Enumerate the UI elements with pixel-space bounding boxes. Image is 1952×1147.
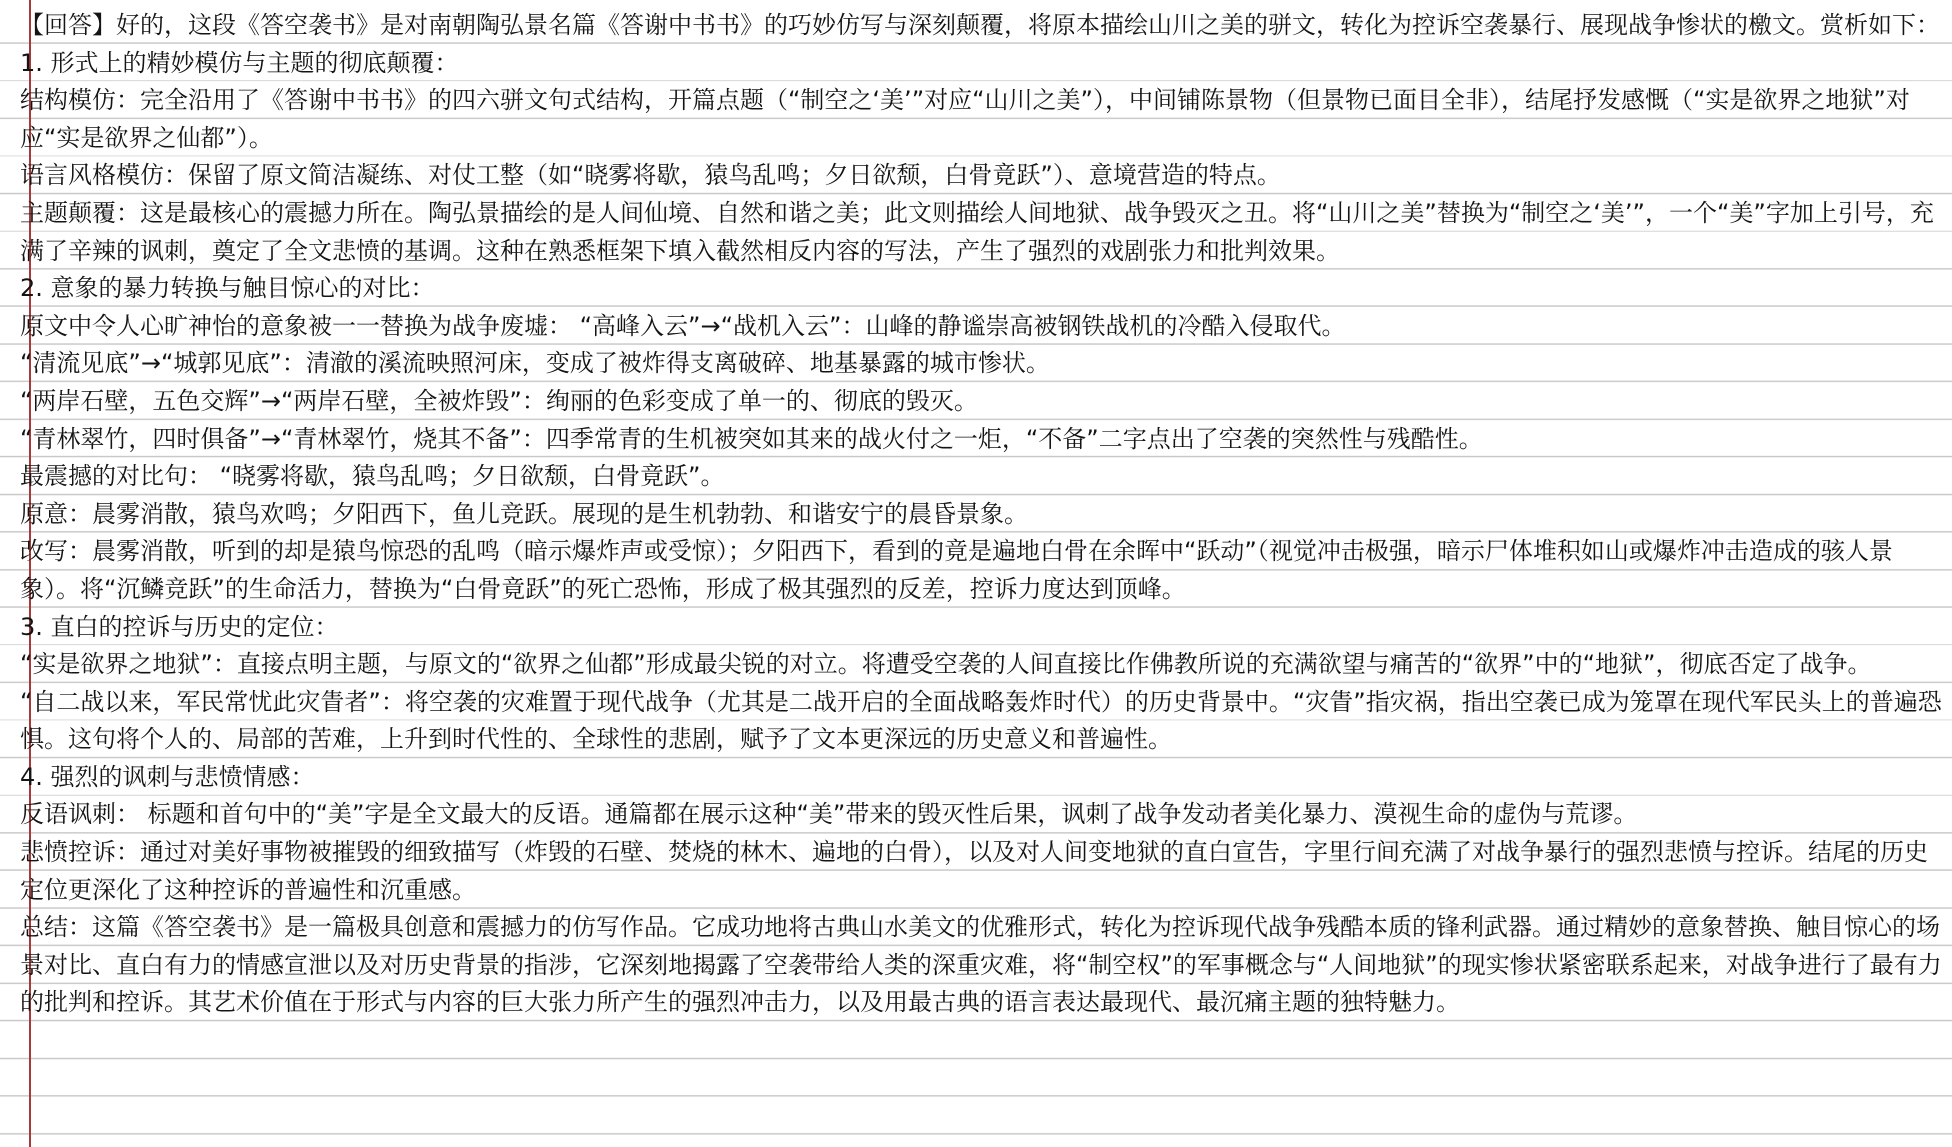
paragraph-imagery-stream: “清流见底”→“城郭见底”：清澈的溪流映照河床，变成了被炸得支离破碎、地基暴露的城市惨状。	[20, 349, 1050, 378]
section-heading-1: 1. 形式上的精妙模仿与主题的彻底颠覆：	[20, 48, 459, 77]
section-heading-4: 4. 强烈的讽刺与悲愤情感：	[20, 762, 315, 791]
section-heading-2: 2. 意象的暴力转换与触目惊心的对比：	[20, 274, 435, 303]
paragraph-summary: 总结：这篇《答空袭书》是一篇极具创意和震撼力的仿写作品。它成功地将古典山水美文的优雅形式，转化为控诉现代战争残酷本质的锋利武器。通过精妙的意象替换、触目惊心的场景对比、直白有力的情感宣泄以及对历史背景的指涉，它深刻地揭露了空袭带给人类的深重灾难，将“制空权”的军事概念与“人间地狱”的现实惨状紧密联系起来，对战争进行了最有力的批判和控诉。其艺术价值在于形式与内容的巨大张力所产生的强烈冲击力，以及用最古典的语言表达最现代、最沉痛主题的独特魅力。	[20, 913, 1942, 1017]
paragraph-original-meaning: 原意：晨雾消散，猿鸟欢鸣；夕阳西下，鱼儿竞跃。展现的是生机勃勃、和谐安宁的晨昏景象。	[20, 499, 1028, 528]
paragraph-grief: 悲愤控诉：通过对美好事物被摧毁的细致描写（炸毁的石壁、焚烧的林木、遍地的白骨），以及对人间变地狱的直白宣告，字里行间充满了对战争暴行的强烈悲愤与控诉。结尾的历史定位更深化了这种控诉的普遍性和沉重感。	[20, 838, 1928, 904]
paragraph-key-contrast: 最震撼的对比句： “晓雾将歇，猿鸟乱鸣；夕日欲颓，白骨竟跃”。	[20, 462, 725, 491]
paragraph-rewrite-meaning: 改写：晨雾消散，听到的却是猿鸟惊恐的乱鸣（暗示爆炸声或受惊）；夕阳西下，看到的竟是遍地白骨在余晖中“跃动”（视觉冲击极强，暗示尸体堆积如山或爆炸冲击造成的骇人景象）。将“沉鳞竞跃”的生命活力，替换为“白骨竟跃”的死亡恐怖，形成了极其强烈的反差，控诉力度达到顶峰。	[20, 537, 1893, 603]
section-heading-3: 3. 直白的控诉与历史的定位：	[20, 612, 339, 641]
paragraph-language-style: 语言风格模仿：保留了原文简洁凝练、对仗工整（如“晓雾将歇，猿鸟乱鸣；夕日欲颓，白骨竟跃”）、意境营造的特点。	[20, 161, 1281, 190]
document-body	[20, 7, 1946, 1022]
paragraph-structure-imitation: 结构模仿：完全沿用了《答谢中书书》的四六骈文句式结构，开篇点题（“制空之‘美’”对应“山川之美”），中间铺陈景物（但景物已面目全非），结尾抒发感慨（“实是欲界之地狱”对应“实是欲界之仙都”）。	[20, 86, 1910, 152]
paragraph-hell-statement: “实是欲界之地狱”：直接点明主题，与原文的“欲界之仙都”形成最尖锐的对立。将遭受空袭的人间直接比作佛教所说的充满欲望与痛苦的“欲界”中的“地狱”，彻底否定了战争。	[20, 650, 1872, 679]
paragraph-theme-subversion: 主题颠覆：这是最核心的震撼力所在。陶弘景描绘的是人间仙境、自然和谐之美；此文则描绘人间地狱、战争毁灭之丑。将“山川之美”替换为“制空之‘美’”，一个“美”字加上引号，充满了辛辣的讽刺，奠定了全文悲愤的基调。这种在熟悉框架下填入截然相反内容的写法，产生了强烈的戏剧张力和批判效果。	[20, 198, 1934, 265]
paragraph-imagery-cliffs: “两岸石壁，五色交辉”→“两岸石壁，全被炸毁”：绚丽的色彩变成了单一的、彻底的毁灭。	[20, 386, 978, 415]
paragraph-irony: 反语讽刺： 标题和首句中的“美”字是全文最大的反语。通篇都在展示这种“美”带来的毁灭性后果，讽刺了战争发动者美化暴力、漠视生命的虚伪与荒谬。	[20, 800, 1638, 829]
paragraph-ww2-context: “自二战以来，军民常忧此灾眚者”：将空袭的灾难置于现代战争（尤其是二战开启的全面战略轰炸时代）的历史背景中。“灾眚”指灾祸，指出空袭已成为笼罩在现代军民头上的普遍恐惧。这句将个人的、局部的苦难，上升到时代性的、全球性的悲剧，赋予了文本更深远的历史意义和普遍性。	[20, 687, 1942, 754]
intro-paragraph: 【回答】好的，这段《答空袭书》是对南朝陶弘景名篇《答谢中书书》的巧妙仿写与深刻颠覆，将原本描绘山川之美的骈文，转化为控诉空袭暴行、展现战争惨状的檄文。赏析如下：	[20, 11, 1940, 39]
paragraph-imagery-forest: “青林翠竹，四时俱备”→“青林翠竹，烧其不备”：四季常青的生机被突如其来的战火付之一炬，“不备”二字点出了空袭的突然性与残酷性。	[20, 424, 1483, 453]
paragraph-imagery-intro: 原文中令人心旷神怡的意象被一一替换为战争废墟： “高峰入云”→“战机入云”：山峰的静谧崇高被钢铁战机的冷酷入侵取代。	[20, 311, 1346, 340]
